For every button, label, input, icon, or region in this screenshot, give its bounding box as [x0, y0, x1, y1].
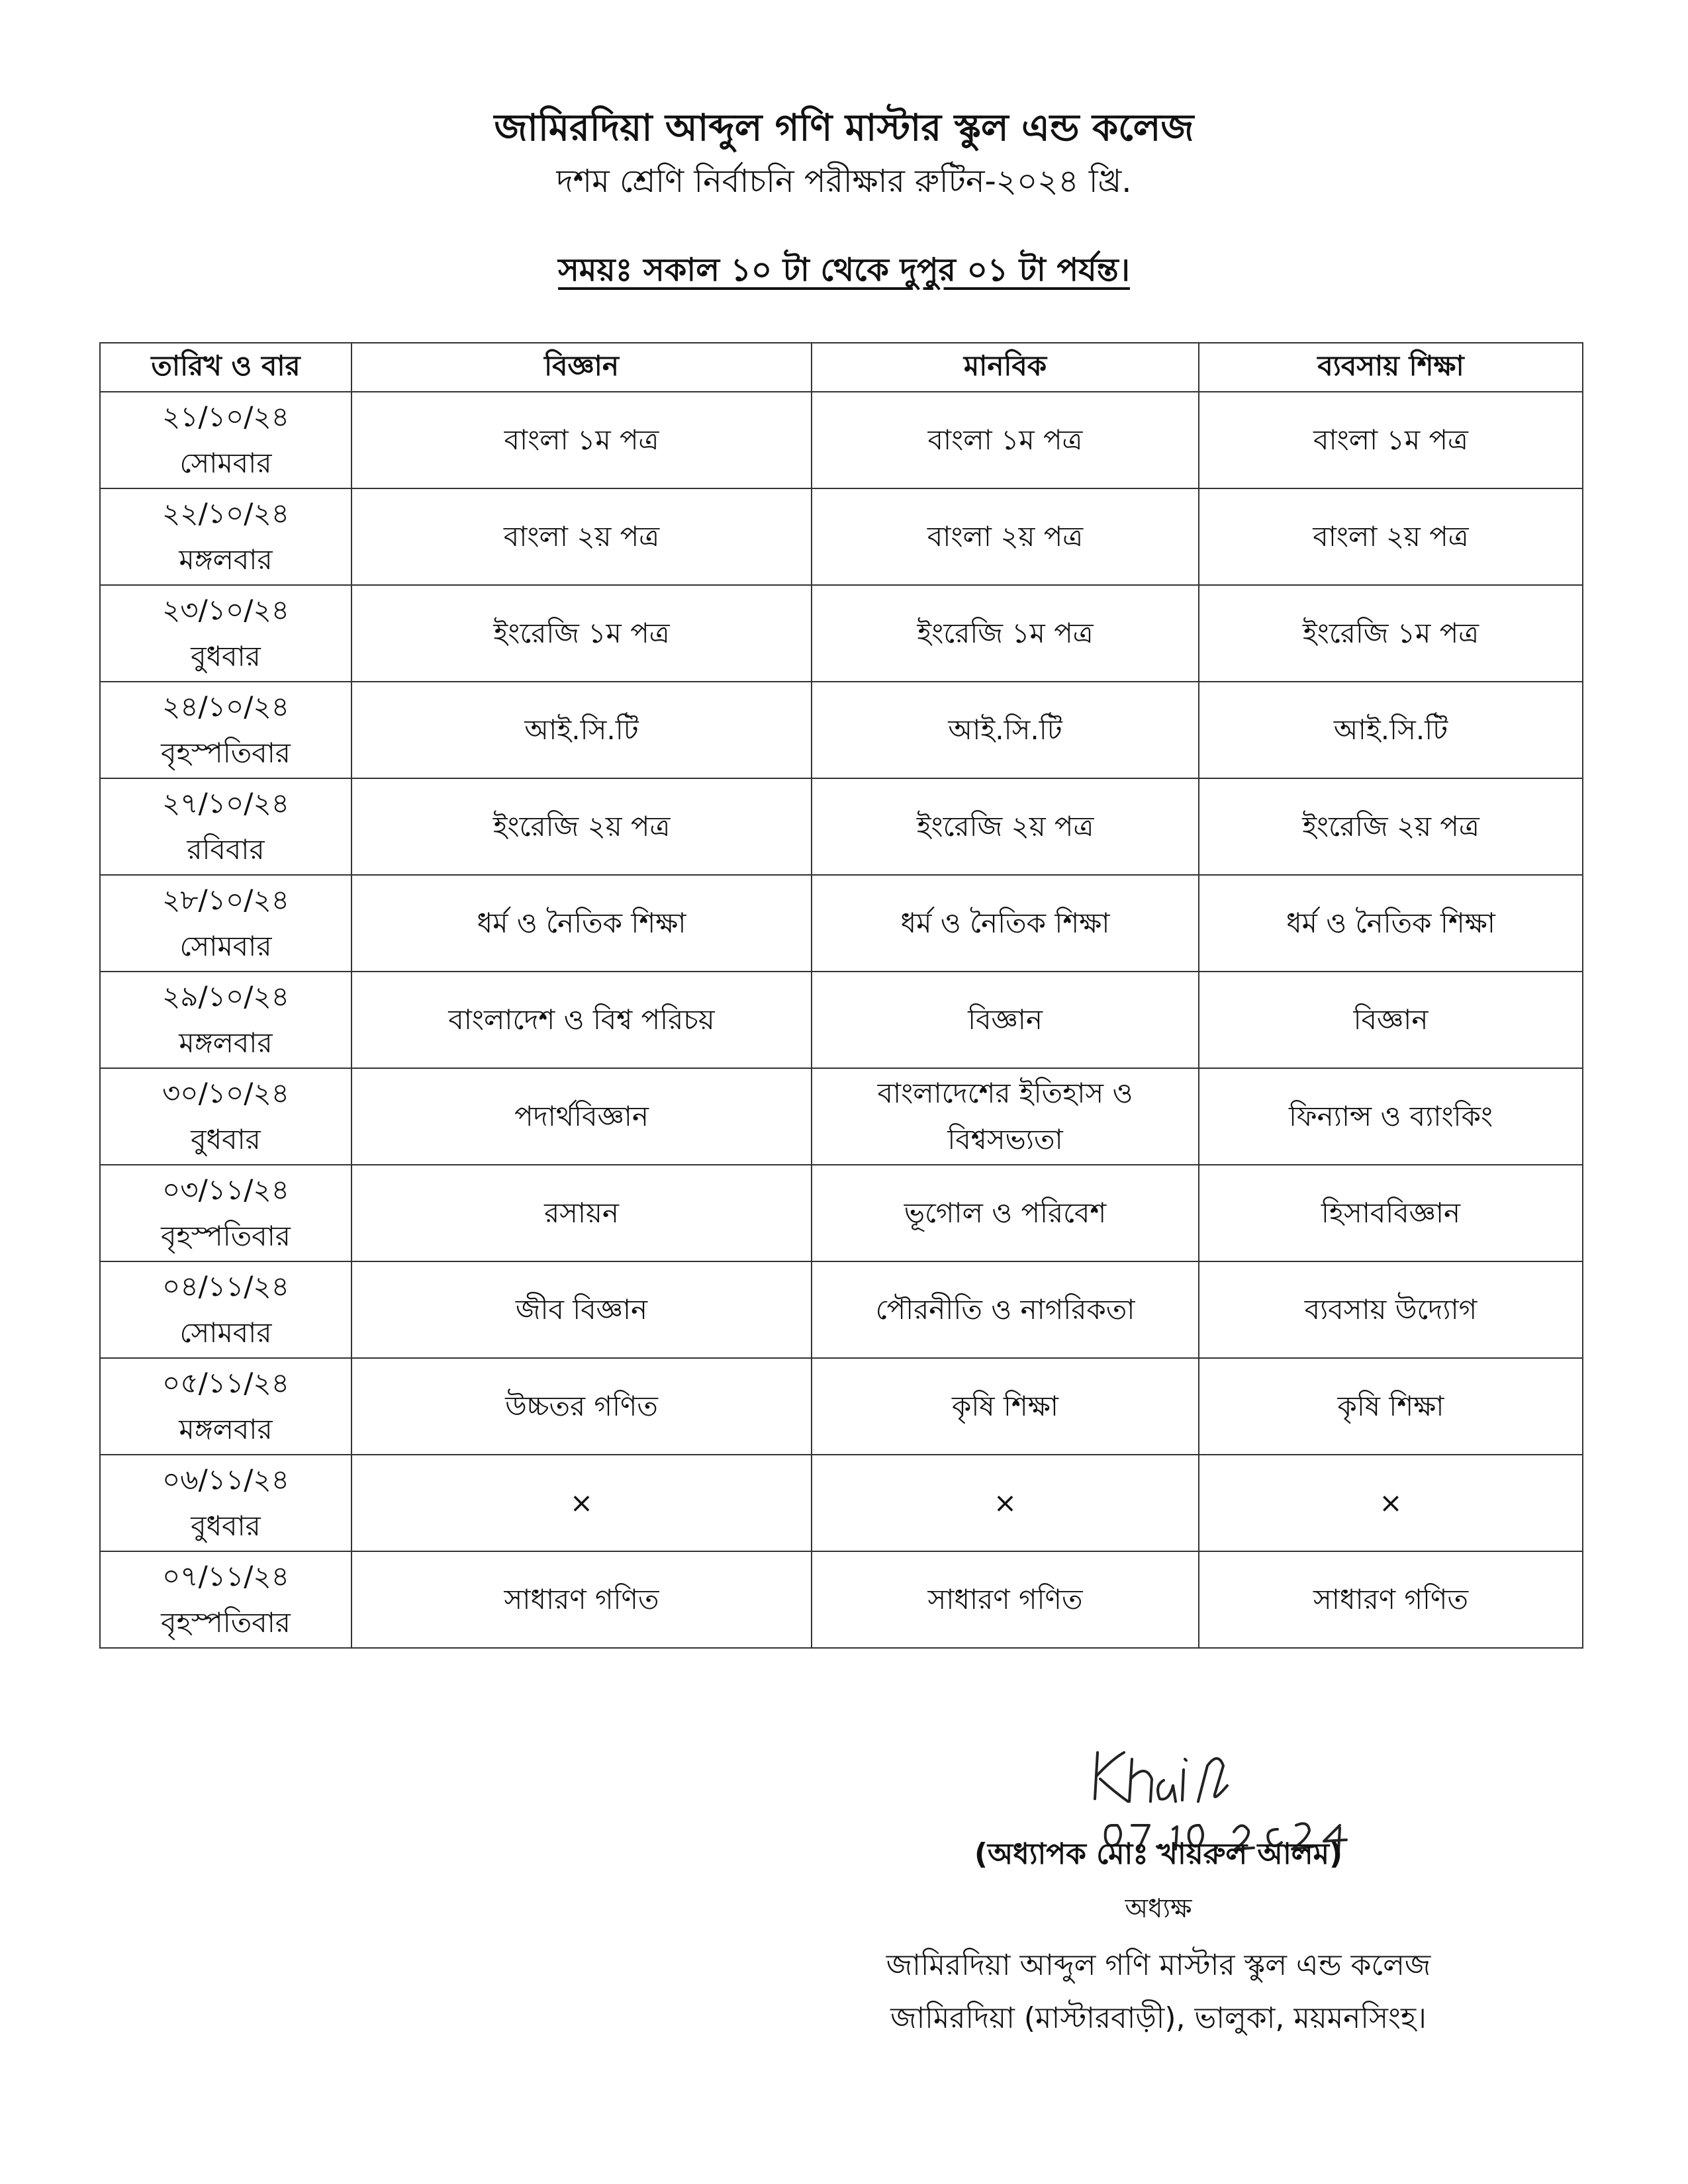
exam-time-text: সময়ঃ সকাল ১০ টা থেকে দুপুর ০১ টা পর্যন্ত।: [558, 251, 1130, 289]
exam-date: ২৯/১০/২৪: [162, 980, 289, 1013]
date-day-cell: [100, 1068, 352, 1165]
humanities-subject: ধর্ম ও নৈতিক শিক্ষা: [812, 875, 1199, 972]
exam-date: ২৭/১০/২৪: [162, 787, 290, 819]
exam-day: বুধবার: [191, 1123, 261, 1156]
table-row: [100, 875, 1583, 972]
date-day-cell: [100, 682, 352, 778]
exam-date: ০৫/১১/২৪: [162, 1367, 289, 1399]
exam-date: ২৪/১০/২৪: [162, 690, 289, 723]
business-subject: ধর্ম ও নৈতিক শিক্ষা: [1199, 875, 1583, 972]
no-exam-mark: ×: [812, 1455, 1199, 1551]
date-day-cell: [100, 1455, 352, 1551]
exam-day: বৃহস্পতিবার: [161, 1606, 291, 1639]
principal-designation: অধ্যক্ষ: [1125, 1893, 1192, 1924]
exam-time-line: [0, 246, 1688, 298]
no-exam-mark: ×: [1199, 1455, 1583, 1551]
date-day-cell: [100, 1358, 352, 1455]
science-subject: ইংরেজি ১ম পত্র: [352, 585, 812, 682]
exam-routine-table: [99, 342, 1583, 1649]
table-row: [100, 682, 1583, 778]
humanities-subject: ইংরেজি ২য় পত্র: [812, 778, 1199, 875]
humanities-subject: বাংলা ১ম পত্র: [812, 392, 1199, 488]
humanities-subject: পৌরনীতি ও নাগরিকতা: [812, 1261, 1199, 1358]
exam-date: ৩০/১০/২৪: [162, 1077, 290, 1109]
table-row: [100, 778, 1583, 875]
header-science: বিজ্ঞান: [352, 343, 812, 392]
date-day-cell: [100, 972, 352, 1068]
date-day-cell: [100, 392, 352, 488]
table-row: [100, 1261, 1583, 1358]
date-day-cell: [100, 875, 352, 972]
exam-date: ০৭/১১/২৪: [162, 1560, 289, 1592]
business-subject: ইংরেজি ২য় পত্র: [1199, 778, 1583, 875]
school-title: জামিরদিয়া আব্দুল গণি মাস্টার স্কুল এন্ড কলেজ: [494, 107, 1194, 150]
exam-date: ০৩/১১/২৪: [162, 1173, 289, 1206]
exam-day: মঙ্গলবার: [179, 1026, 273, 1059]
no-exam-mark: ×: [352, 1455, 812, 1551]
exam-day: সোমবার: [179, 930, 272, 962]
exam-date: ০৪/১১/২৪: [162, 1270, 289, 1302]
exam-day: রবিবার: [187, 833, 265, 866]
table-row: [100, 488, 1583, 585]
humanities-subject: আই.সি.টি: [812, 682, 1199, 778]
science-subject: বাংলাদেশ ও বিশ্ব পরিচয়: [352, 972, 812, 1068]
exam-date: ০৬/১১/২৪: [162, 1463, 289, 1496]
science-subject: বাংলা ১ম পত্র: [352, 392, 812, 488]
exam-day: বুধবার: [191, 1510, 261, 1542]
science-subject: পদার্থবিজ্ঞান: [352, 1068, 812, 1165]
science-subject: রসায়ন: [352, 1165, 812, 1261]
table-row: [100, 585, 1583, 682]
table-row: [100, 1165, 1583, 1261]
table-row: [100, 972, 1583, 1068]
exam-day: বৃহস্পতিবার: [161, 1220, 291, 1252]
date-day-cell: [100, 778, 352, 875]
exam-day: মঙ্গলবার: [179, 1413, 273, 1445]
humanities-subject: বিজ্ঞান: [812, 972, 1199, 1068]
exam-date: ২১/১০/২৪: [162, 400, 289, 433]
humanities-subject-line: বাংলাদেশের ইতিহাস ও: [877, 1077, 1133, 1109]
business-subject: সাধারণ গণিত: [1199, 1551, 1583, 1648]
humanities-subject: ইংরেজি ১ম পত্র: [812, 585, 1199, 682]
table-row: [100, 1068, 1583, 1165]
science-subject: ইংরেজি ২য় পত্র: [352, 778, 812, 875]
science-subject: বাংলা ২য় পত্র: [352, 488, 812, 585]
exam-date: ২৮/১০/২৪: [162, 884, 289, 916]
humanities-subject: [812, 1068, 1199, 1165]
header-humanities: মানবিক: [812, 343, 1199, 392]
header-business: ব্যবসায় শিক্ষা: [1199, 343, 1583, 392]
business-subject: বাংলা ২য় পত্র: [1199, 488, 1583, 585]
exam-day: সোমবার: [179, 447, 272, 479]
date-day-cell: [100, 1261, 352, 1358]
science-subject: জীব বিজ্ঞান: [352, 1261, 812, 1358]
table-row: [100, 1551, 1583, 1648]
business-subject: বিজ্ঞান: [1199, 972, 1583, 1068]
business-subject: কৃষি শিক্ষা: [1199, 1358, 1583, 1455]
principal-name: (অধ্যাপক মোঃ খায়রুল আলম): [974, 1837, 1343, 1871]
science-subject: আই.সি.টি: [352, 682, 812, 778]
date-day-cell: [100, 1165, 352, 1261]
date-day-cell: [100, 488, 352, 585]
business-subject: ফিন্যান্স ও ব্যাংকিং: [1199, 1068, 1583, 1165]
table-row: [100, 392, 1583, 488]
signature-school-address: জামিরদিয়া (মাস্টারবাড়ী), ভালুকা, ময়মনসিংহ।: [890, 2001, 1427, 2035]
signature-school-name: জামিরদিয়া আব্দুল গণি মাস্টার স্কুল এন্ড কলেজ: [886, 1948, 1431, 1982]
header-date-day: তারিখ ও বার: [100, 343, 352, 392]
table-row: [100, 1455, 1583, 1551]
science-subject: সাধারণ গণিত: [352, 1551, 812, 1648]
business-subject: হিসাববিজ্ঞান: [1199, 1165, 1583, 1261]
date-day-cell: [100, 1551, 352, 1648]
routine-title: দশম শ্রেণি নির্বাচনি পরীক্ষার রুটিন-২০২৪ খ্রি.: [556, 163, 1132, 200]
exam-date: ২২/১০/২৪: [162, 497, 290, 529]
table-header-row: [100, 343, 1583, 392]
exam-day: বুধবার: [191, 640, 261, 672]
exam-date: ২৩/১০/২৪: [162, 594, 290, 626]
business-subject: ইংরেজি ১ম পত্র: [1199, 585, 1583, 682]
exam-day: মঙ্গলবার: [179, 543, 273, 576]
humanities-subject-line: বিশ্বসভ্যতা: [947, 1123, 1063, 1156]
exam-day: বৃহস্পতিবার: [161, 737, 291, 769]
business-subject: ব্যবসায় উদ্যোগ: [1199, 1261, 1583, 1358]
humanities-subject: সাধারণ গণিত: [812, 1551, 1199, 1648]
table-row: [100, 1358, 1583, 1455]
science-subject: ধর্ম ও নৈতিক শিক্ষা: [352, 875, 812, 972]
humanities-subject: বাংলা ২য় পত্র: [812, 488, 1199, 585]
business-subject: আই.সি.টি: [1199, 682, 1583, 778]
exam-day: সোমবার: [179, 1316, 272, 1349]
humanities-subject: ভূগোল ও পরিবেশ: [812, 1165, 1199, 1261]
science-subject: উচ্চতর গণিত: [352, 1358, 812, 1455]
humanities-subject: কৃষি শিক্ষা: [812, 1358, 1199, 1455]
date-day-cell: [100, 585, 352, 682]
business-subject: বাংলা ১ম পত্র: [1199, 392, 1583, 488]
